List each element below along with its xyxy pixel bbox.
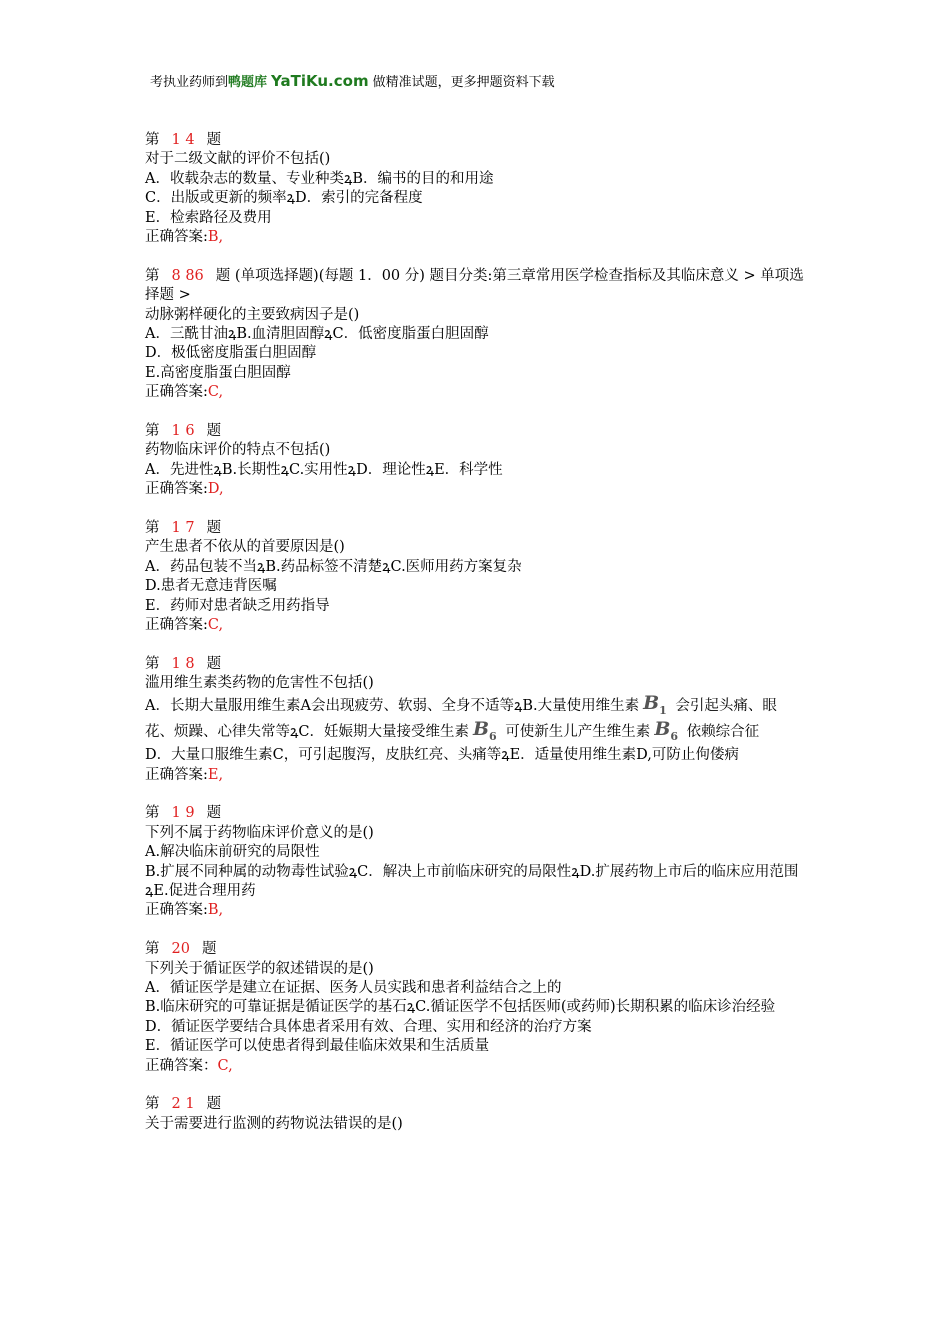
question-block — [145, 422, 805, 500]
question-number-prefix: 第 — [145, 941, 160, 958]
option-line: A．药品包装不当ꝝB.药品标签不清楚ꝝC.医师用药方案复杂 — [145, 558, 522, 575]
answer-label: 正确答案： — [145, 1057, 218, 1074]
answer-label: 正确答案: — [145, 617, 208, 634]
question-number-value: 20 — [171, 941, 190, 958]
question-number-suffix: 题 — [201, 941, 217, 958]
answer-value: C, — [217, 1057, 233, 1074]
question-stem: 动脉粥样硬化的主要致病因子是() — [145, 306, 360, 323]
option-line: A．循证医学是建立在证据、医务人员实践和患者利益结合之上的 — [145, 979, 562, 996]
question-number — [145, 131, 805, 150]
option-line: A．三酰甘油ꝝB.血清胆固醇ꝝC．低密度脂蛋白胆固醇 — [145, 326, 489, 343]
option-line: D．大量口服维生素C，可引起腹泻，皮肤红亮、头痛等ꝝE．适量使用维生素D,可防止佝偻病 — [145, 747, 739, 764]
question-number — [145, 940, 805, 959]
answer-label: 正确答案: — [145, 229, 208, 246]
answer-line — [145, 616, 805, 635]
answer-value: E, — [207, 766, 224, 783]
answer-line — [145, 1057, 805, 1076]
question-number — [145, 422, 805, 441]
answer-line — [145, 383, 805, 402]
question-number — [145, 267, 805, 306]
option-line: C．出版或更新的频率ꝝD．索引的完备程度 — [145, 190, 423, 207]
vitamin-b6-formula: $B_6$ — [654, 717, 679, 743]
question-stem: 下列关于循证医学的叙述错误的是() — [145, 960, 374, 977]
answer-label: 正确答案: — [145, 384, 208, 401]
question-stem: 滥用维生素类药物的危害性不包括() — [145, 675, 374, 692]
question-number-suffix: 题 — [206, 132, 222, 148]
answer-label: 正确答案: — [145, 766, 208, 783]
answer-value: D, — [207, 481, 224, 498]
question-stem: 对于二级文献的评价不包括() — [145, 151, 331, 168]
option-line: B.扩展不同种属的动物毒性试验ꝝC．解决上市前临床研究的局限性ꝝD.扩展药物上市后的临床应用范围ꝝE.促进合理用药 — [145, 863, 799, 899]
question-number — [145, 655, 805, 674]
option-line: A．长期大量服用维生素A会出现疲劳、软弱、全身不适等ꝝB.大量使用维生素 $B_1$ 会引起头痛、眼花、烦躁、心律失常等ꝝC．妊娠期大量接受维生素 $B_6$ 可使新生儿产生维生素 $B_6$ 依赖综合征 — [145, 691, 777, 743]
question-number-suffix: 题 — [206, 1096, 222, 1113]
question-number-suffix: 题 (单项选择题)(每题 1．00 分) 题目分类:第三章常用医学检查指标及其临床意义 > 单项选择题 > — [145, 267, 804, 304]
question-number-prefix: 第 — [145, 520, 160, 537]
vitamin-b1-formula: $B_1$ — [643, 691, 667, 717]
option-line: E．检索路径及费用 — [145, 209, 272, 226]
question-number-value: 1 8 — [171, 655, 195, 672]
option-line: E．药师对患者缺乏用药指导 — [145, 597, 330, 614]
question-number-suffix: 题 — [206, 423, 222, 440]
question-block — [145, 131, 805, 247]
question-number — [145, 1095, 805, 1114]
option-line: D．极低密度脂蛋白胆固醇 — [145, 345, 317, 362]
answer-label: 正确答案: — [145, 902, 208, 919]
question-number-value: 1 9 — [171, 805, 195, 822]
page-header — [150, 71, 555, 90]
question-number-value: 2 1 — [171, 1096, 195, 1113]
question-block — [145, 267, 805, 403]
question-number-prefix: 第 — [145, 655, 160, 672]
brand-name-en: YaTiKu.com — [271, 72, 369, 90]
question-number-suffix: 题 — [206, 805, 222, 822]
answer-line — [145, 766, 805, 785]
question-stem: 下列不属于药物临床评价意义的是() — [145, 824, 374, 841]
vitamin-b6-formula: $B_6$ — [472, 717, 497, 743]
question-stem: 产生患者不依从的首要原因是() — [145, 539, 345, 556]
question-stem: 药物临床评价的特点不包括() — [145, 442, 331, 459]
question-block — [145, 655, 805, 785]
question-number-prefix: 第 — [145, 805, 160, 822]
option-line: E．循证医学可以使患者得到最佳临床效果和生活质量 — [145, 1038, 490, 1055]
question-stem: 关于需要进行监测的药物说法错误的是() — [145, 1115, 403, 1132]
answer-label: 正确答案: — [145, 481, 208, 498]
question-number-prefix: 第 — [145, 1096, 160, 1113]
answer-value: B, — [207, 229, 224, 246]
header-suffix: 做精准试题，更多押题资料下载 — [372, 75, 555, 90]
question-number-suffix: 题 — [206, 655, 222, 672]
option-line: E.高密度脂蛋白胆固醇 — [145, 364, 291, 381]
answer-line — [145, 228, 805, 247]
brand-name-cn: 鸭题库 — [228, 75, 268, 90]
question-number-prefix: 第 — [145, 132, 160, 148]
question-number-value: 1 4 — [171, 132, 195, 148]
question-number-suffix: 题 — [206, 520, 222, 537]
question-list — [145, 131, 805, 1154]
question-block — [145, 1095, 805, 1134]
option-line: D.患者无意违背医嘱 — [145, 578, 277, 595]
answer-value: C, — [207, 617, 224, 634]
question-number — [145, 519, 805, 538]
answer-line — [145, 901, 805, 920]
question-block — [145, 940, 805, 1076]
question-number — [145, 804, 805, 823]
question-block — [145, 519, 805, 635]
option-line: B.临床研究的可靠证据是循证医学的基石ꝝC.循证医学不包括医师(或药师)长期积累的临床诊治经验 — [145, 999, 776, 1016]
option-line: D．循证医学要结合具体患者采用有效、合理、实用和经济的治疗方案 — [145, 1018, 592, 1035]
question-number-prefix: 第 — [145, 267, 160, 284]
option-line: A.解决临床前研究的局限性 — [145, 844, 320, 861]
question-number-prefix: 第 — [145, 423, 160, 440]
question-number-value: 8 86 — [171, 267, 204, 284]
question-block — [145, 804, 805, 920]
question-number-value: 1 7 — [171, 520, 195, 537]
answer-line — [145, 480, 805, 499]
option-line: A．收载杂志的数量、专业种类ꝝB．编书的目的和用途 — [145, 170, 494, 187]
option-line: A．先进性ꝝB.长期性ꝝC.实用性ꝝD．理论性ꝝE．科学性 — [145, 461, 503, 478]
answer-value: B, — [207, 902, 224, 919]
question-number-value: 1 6 — [171, 423, 195, 440]
answer-value: C, — [207, 384, 224, 401]
header-prefix: 考执业药师到 — [150, 75, 229, 90]
